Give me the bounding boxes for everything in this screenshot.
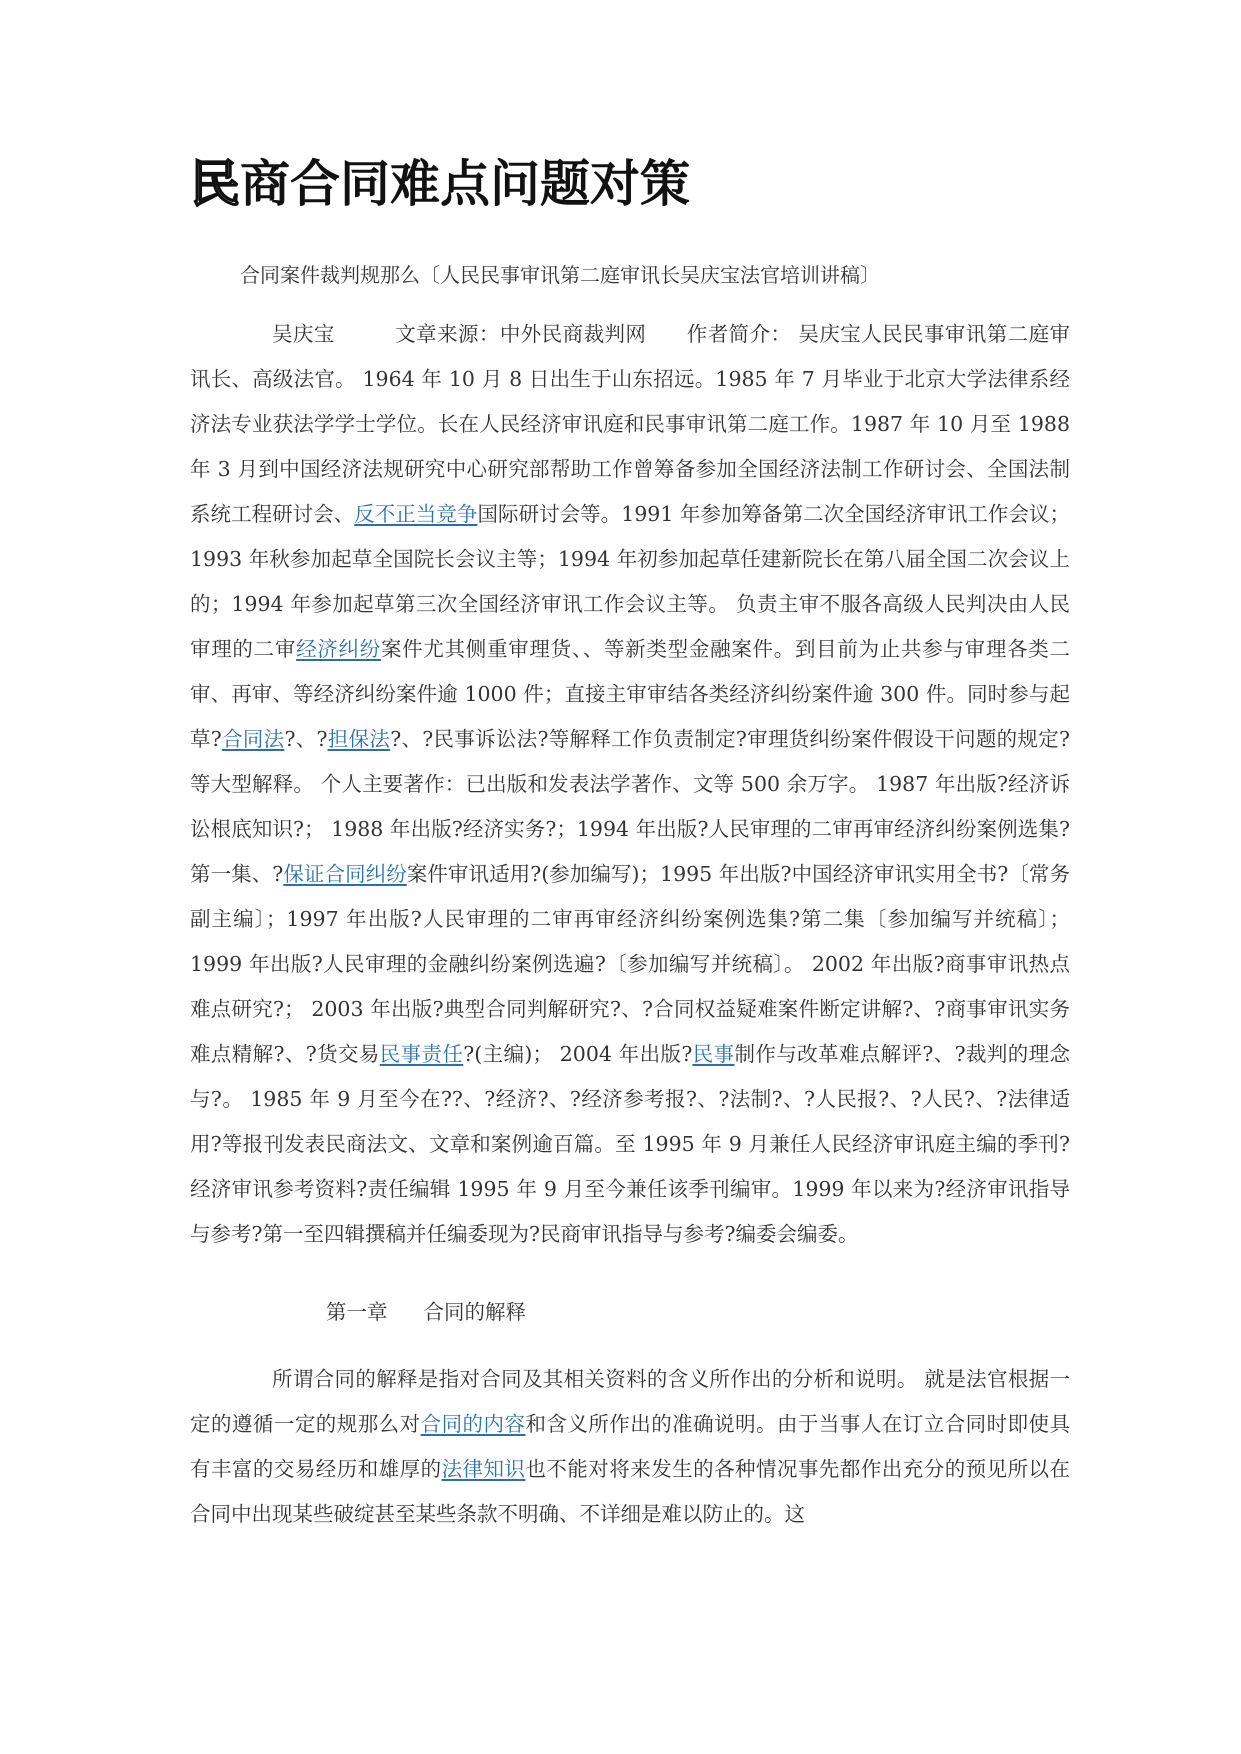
bio-text-5: ?、?民事诉讼法?等解释工作负责制定?审理货纠纷案件假设干问题的规定?等大型解释。 个人主要著作：已出版和发表法学著作、文等 500 余万字。 1987 年出版?经济诉讼根底知识?； 1988 年出版?经济实务?；1994 年出版?人民审理的二审再审经济纠纷案例选集?第一集、? <box>190 727 1071 886</box>
para2-text-1: 所谓合同的解释是指对合同及其相关资料的含义所作出的分析和说明。 就是法官根据一定的遵循一定的规那么对 <box>190 1367 1070 1436</box>
title-first-char: 民 <box>190 155 240 213</box>
link-contract-content[interactable]: 合同的内容 <box>420 1412 526 1436</box>
interpretation-paragraph <box>190 1357 1070 1537</box>
bio-text-3: 案件尤其侧重审理货、、等新类型金融案件。到目前为止共参与审理各类二审、再审、等经济纠纷案件逾 1000 件；直接主审审结各类经济纠纷案件逾 300 件。同时参与起草? <box>190 637 1071 751</box>
link-legal-knowledge[interactable]: 法律知识 <box>441 1457 526 1481</box>
author-name: 吴庆宝 <box>272 322 335 346</box>
link-civil[interactable]: 民事 <box>692 1042 735 1066</box>
bio-text-4: ?、? <box>284 727 328 751</box>
bio-text-8: 制作与改革难点解评?、?裁判的理念与?。 1985 年 9 月至今在??、?经济?、?经济参考报?、?法制?、?人民报?、?人民?、?法律适用?等报刊发表民商法文、文章和案例逾百篇。至 1995 年 9 月兼任人民经济审讯庭主编的季刊?经济审讯参考资料?责任编辑 1995 年 9 月至今兼任该季刊编审。1999 年以来为?经济审讯指导与参考?第一至四辑撰稿并任编委现为?民商审讯指导与参考?编委会编委。 <box>190 1042 1071 1246</box>
bio-text-2: 国际研讨会等。1991 年参加筹备第二次全国经济审讯工作会议；1993 年秋参加起草全国院长会议主等；1994 年初参加起草任建新院长在第八届全国二次会议上的；1994 年参加起草第三次全国经济审讯工作会议主等。 负责主审不服各高级人民判决由人民审理的二审 <box>190 502 1071 661</box>
para2-text-3: 也不能对将来发生的各种情况事先都作出充分的预见所以在合同中出现某些破绽甚至某些条款不明确、不详细是难以防止的。这 <box>190 1457 1071 1526</box>
link-economic-dispute[interactable]: 经济纠纷 <box>296 637 381 661</box>
bio-text-1: 吴庆宝人民民事审讯第二庭审讯长、高级法官。 1964 年 10 月 8 日出生于山东招远。1985 年 7 月毕业于北京大学法律系经济法专业获法学学士学位。长在人民经济审讯庭和民事审讯第二庭工作。1987 年 10 月至 1988 年 3 月到中国经济法规研究中心研究部帮助工作曾筹备参加全国经济法制工作研讨会、全国法制系统工程研讨会、 <box>190 322 1071 526</box>
chapter-heading <box>326 1297 1070 1327</box>
chapter-title: 合同的解释 <box>423 1300 526 1324</box>
document-page <box>190 150 1070 1537</box>
author-bio-paragraph <box>190 312 1070 1257</box>
document-title <box>190 150 1070 218</box>
link-guarantee-law[interactable]: 担保法 <box>327 727 391 751</box>
para2-text-2: 和含义所作出的准确说明。由于当事人在订立合同时即使具有丰富的交易经历和雄厚的 <box>190 1412 1071 1481</box>
title-rest: 商合同难点问题对策 <box>240 155 690 213</box>
link-guarantee-contract-dispute[interactable]: 保证合同纠纷 <box>283 862 407 886</box>
article-source: 文章来源：中外民商裁判网 <box>394 322 647 346</box>
link-contract-law[interactable]: 合同法 <box>221 727 285 751</box>
author-intro-label: 作者简介： <box>686 322 792 346</box>
document-subtitle: 合同案件裁判规那么〔人民民事审讯第二庭审讯长吴庆宝法官培训讲稿〕 <box>240 263 880 287</box>
link-civil-liability[interactable]: 民事责任 <box>379 1042 464 1066</box>
chapter-number: 第一章 <box>326 1300 388 1324</box>
bio-text-6: 案件审讯适用?(参加编写)；1995 年出版?中国经济审讯实用全书?〔常务副主编〕；1997 年出版?人民审理的二审再审经济纠纷案例选集?第二集〔参加编写并统稿〕； 1999 年出版?人民审理的金融纠纷案例选遍?〔参加编写并统稿〕。 2002 年出版?商事审讯热点难点研究?； 2003 年出版?典型合同判解研究?、?合同权益疑难案件断定讲解?、?商事审讯实务难点精解?、?货交易 <box>190 862 1070 1066</box>
link-anti-unfair-competition[interactable]: 反不正当竞争 <box>354 502 478 526</box>
bio-text-7: ?(主编)； 2004 年出版? <box>463 1042 693 1066</box>
